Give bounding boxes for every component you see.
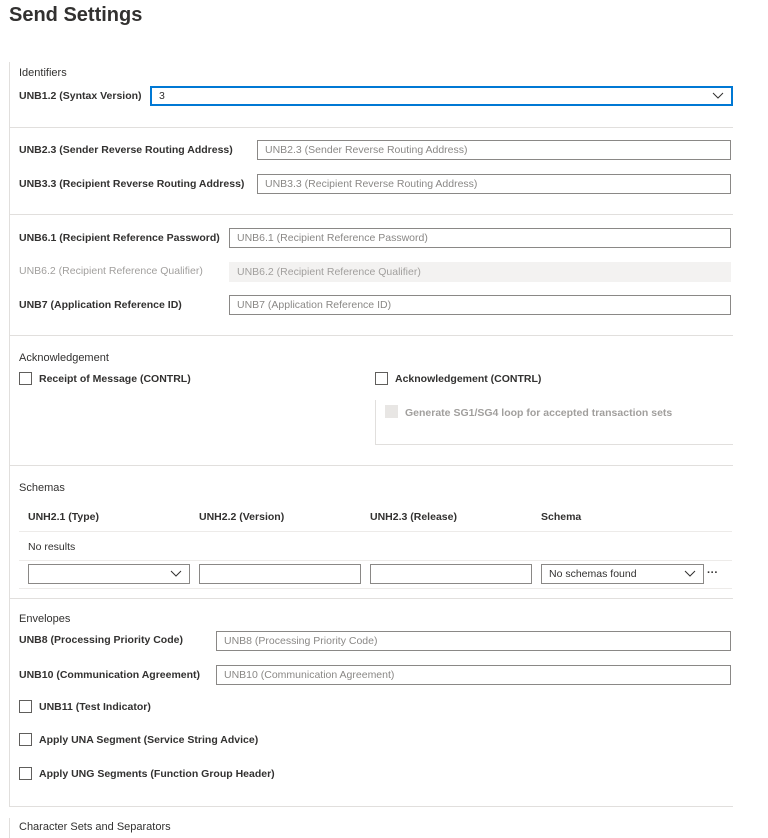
release-input[interactable] [370, 564, 532, 584]
una-segment-label: Apply UNA Segment (Service String Advice) [39, 734, 259, 746]
recipient-routing-label: UNB3.3 (Recipient Reverse Routing Address) [19, 178, 245, 190]
divider [19, 531, 732, 532]
schema-select-value: No schemas found [549, 568, 637, 580]
communication-agreement-input[interactable] [216, 665, 731, 685]
receipt-checkbox[interactable] [19, 372, 32, 385]
column-header-schema: Schema [541, 511, 582, 523]
communication-agreement-label: UNB10 (Communication Agreement) [19, 669, 201, 681]
divider [19, 588, 732, 589]
acknowledgement-checkbox[interactable] [375, 372, 388, 385]
priority-code-input[interactable] [216, 631, 731, 651]
schemas-heading: Schemas [19, 482, 65, 494]
chevron-down-icon [711, 88, 725, 104]
acknowledgement-heading: Acknowledgement [19, 352, 109, 364]
syntax-version-select[interactable] [150, 86, 733, 106]
chevron-down-icon [683, 565, 697, 583]
column-header-type: UNH2.1 (Type) [28, 511, 99, 523]
recipient-password-input[interactable] [229, 228, 731, 248]
sg-loop-label: Generate SG1/SG4 loop for accepted transaction sets [405, 407, 673, 419]
identifiers-heading: Identifiers [19, 67, 67, 79]
test-indicator-checkbox[interactable] [19, 700, 32, 713]
application-reference-input[interactable] [229, 295, 731, 315]
sender-routing-label: UNB2.3 (Sender Reverse Routing Address) [19, 144, 233, 156]
recipient-routing-input[interactable] [257, 174, 731, 194]
ung-segment-label: Apply UNG Segments (Function Group Header) [39, 768, 275, 780]
next-section-border [9, 818, 10, 838]
sg-loop-checkbox [385, 405, 398, 418]
divider [19, 560, 732, 561]
syntax-version-value: 3 [159, 90, 165, 102]
type-select[interactable] [28, 564, 190, 584]
una-segment-checkbox[interactable] [19, 733, 32, 746]
envelopes-heading: Envelopes [19, 613, 71, 625]
more-options-button[interactable]: ··· [707, 567, 718, 579]
column-header-release: UNH2.3 (Release) [370, 511, 457, 523]
application-reference-label: UNB7 (Application Reference ID) [19, 299, 182, 311]
receipt-label: Receipt of Message (CONTRL) [39, 373, 191, 385]
sender-routing-input[interactable] [257, 140, 731, 160]
version-input[interactable] [199, 564, 361, 584]
schema-select[interactable] [541, 564, 704, 584]
acknowledgement-label: Acknowledgement (CONTRL) [395, 373, 542, 385]
ung-segment-checkbox[interactable] [19, 767, 32, 780]
column-header-version: UNH2.2 (Version) [199, 511, 285, 523]
recipient-qualifier-input [229, 262, 731, 282]
test-indicator-label: UNB11 (Test Indicator) [39, 701, 151, 713]
character-sets-heading: Character Sets and Separators [19, 821, 171, 833]
page-title: Send Settings [9, 4, 143, 26]
priority-code-label: UNB8 (Processing Priority Code) [19, 634, 183, 646]
recipient-qualifier-label: UNB6.2 (Recipient Reference Qualifier) [19, 265, 203, 277]
chevron-down-icon [169, 565, 183, 583]
syntax-version-label: UNB1.2 (Syntax Version) [19, 90, 142, 102]
recipient-password-label: UNB6.1 (Recipient Reference Password) [19, 232, 220, 244]
no-results-text: No results [28, 541, 76, 553]
